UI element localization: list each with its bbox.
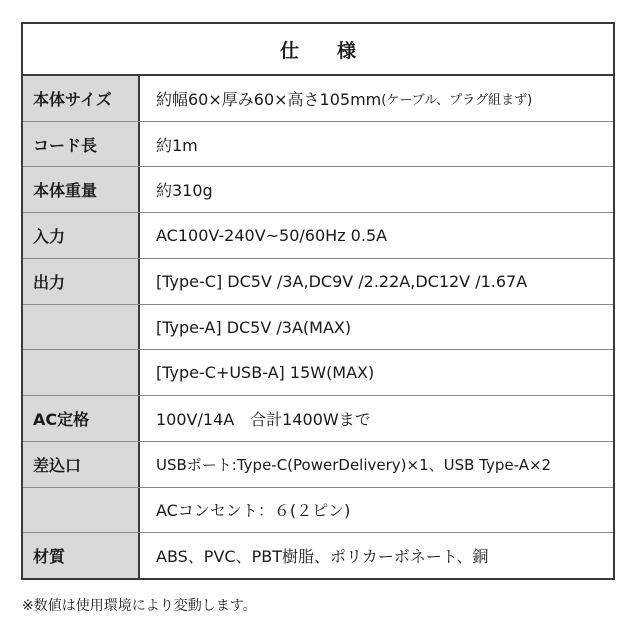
spec-rows [23, 76, 613, 578]
row-label: 出力 [23, 259, 140, 304]
spec-row-ports-ac [23, 488, 613, 534]
row-label: 本体サイズ [23, 76, 140, 121]
row-value-note: (ケーブル、プラグ組まず) [381, 92, 533, 108]
row-label: 入力 [23, 213, 140, 258]
spec-row-output-combined [23, 350, 613, 396]
spec-row-output-typea [23, 305, 613, 351]
footnote: ※数値は使用環境により変動します。 [22, 598, 257, 614]
spec-row-material [23, 533, 613, 578]
row-value: [Type-A] DC5V /3A(MAX) [156, 317, 352, 337]
row-value: 約310g [156, 181, 213, 201]
spec-row-weight [23, 167, 613, 213]
row-label [23, 488, 140, 533]
row-value: USBポート:Type-C(PowerDelivery)×1、USB Type-A×2 [156, 455, 552, 474]
row-label [23, 350, 140, 395]
table-title-text: 仕 様 [279, 39, 356, 62]
row-value-text: 約幅60×厚み60×高さ105mm [156, 89, 382, 109]
row-label: コード長 [23, 122, 140, 167]
row-value: [Type-C+USB-A] 15W(MAX) [156, 363, 375, 383]
row-value: [Type-C] DC5V /3A,DC9V /2.22A,DC12V /1.67A [156, 271, 528, 291]
spec-row-ac-rating [23, 396, 613, 442]
row-value: 100V/14A 合計1400Wまで [156, 410, 371, 429]
spec-row-output-typec [23, 259, 613, 305]
spec-table [21, 22, 615, 580]
row-label [23, 305, 140, 350]
row-label: 材質 [23, 533, 140, 578]
row-label: 本体重量 [23, 167, 140, 212]
row-label: 差込口 [23, 442, 140, 487]
row-value: ACコンセント：６(２ピン) [156, 501, 351, 521]
spec-row-input [23, 213, 613, 259]
row-value: AC100V-240V~50/60Hz 0.5A [156, 226, 388, 246]
table-title [23, 24, 613, 76]
spec-row-ports-usb [23, 442, 613, 488]
row-value: 約1m [156, 135, 198, 155]
spec-row-cord-length [23, 122, 613, 168]
spec-row-size [23, 76, 613, 122]
row-value [140, 76, 613, 121]
row-value: ABS、PVC、PBT樹脂、ポリカーボネート、銅 [156, 547, 489, 567]
row-label: AC定格 [23, 396, 140, 441]
